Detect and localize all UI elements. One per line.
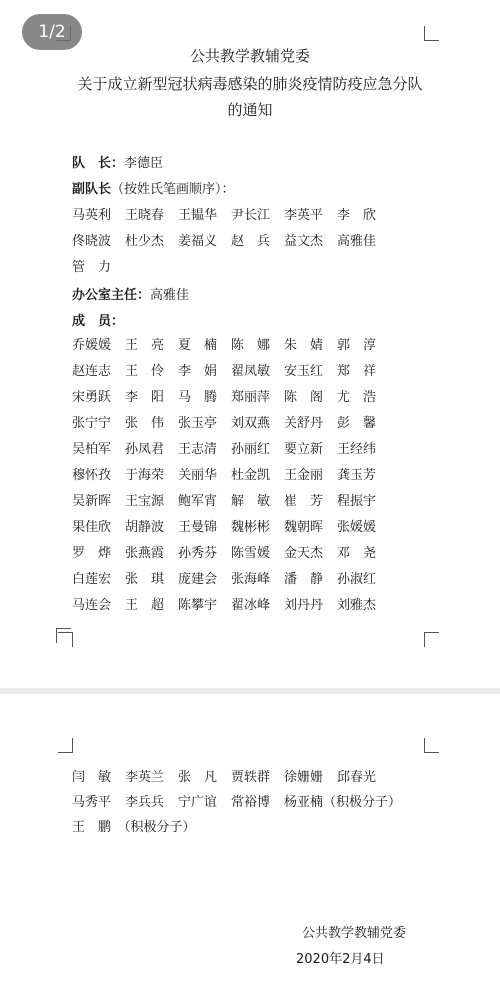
office-name: 高雅佳 — [150, 288, 190, 303]
vice-note: （按姓氏笔画顺序）： — [111, 182, 235, 197]
office-label: 办公室主任： — [72, 288, 151, 303]
member-name: 要立新 — [284, 442, 324, 457]
member-name: 徐姗姗 — [284, 770, 324, 785]
member-name: 吴新晖 — [72, 494, 112, 509]
member-name: 郑 祥 — [337, 364, 377, 379]
member-name: 邱春光 — [337, 770, 377, 785]
member-name: 佟晓波 — [72, 234, 112, 249]
member-name: 孙凤君 — [125, 442, 165, 457]
doc-title-line-2: 的通知 — [227, 101, 273, 119]
member-name: 尹长江 — [231, 208, 271, 223]
name-row — [0, 568, 500, 588]
member-name: 姜福义 — [178, 234, 218, 249]
member-name: 王宝源 — [125, 494, 165, 509]
member-name: 邓 尧 — [337, 546, 377, 561]
member-name: 王 伶 — [125, 364, 165, 379]
name-row — [0, 256, 500, 276]
vice-label: 副队长 — [72, 182, 112, 197]
name-row — [0, 490, 500, 510]
member-name: 李 阳 — [125, 390, 165, 405]
member-name: 李英兰 — [125, 770, 165, 785]
member-name: 鲍军宵 — [178, 494, 218, 509]
member-name: 王经纬 — [337, 442, 377, 457]
name-row — [0, 412, 500, 432]
member-name: 王金丽 — [284, 468, 324, 483]
member-name: 常裕博 — [231, 795, 271, 810]
member-name: 王曼锦 — [178, 520, 218, 535]
member-name: 张媛媛 — [337, 520, 377, 535]
member-name: 杨亚楠（积极分子） — [284, 795, 402, 810]
member-name: 郑丽萍 — [231, 390, 271, 405]
page-indicator: 1/2 — [22, 14, 82, 50]
name-row — [0, 360, 500, 380]
member-name: 魏朝晖 — [284, 520, 324, 535]
member-name: 陈雪媛 — [231, 546, 271, 561]
member-name: 魏彬彬 — [231, 520, 271, 535]
name-row — [0, 594, 500, 614]
member-name: 乔媛媛 — [72, 338, 112, 353]
crop-mark-top-right — [424, 26, 439, 41]
member-name: 崔 芳 — [284, 494, 324, 509]
name-row — [0, 816, 500, 836]
member-name: 张 琪 — [125, 572, 165, 587]
member-name: 彭 馨 — [337, 416, 377, 431]
name-row — [0, 334, 500, 354]
member-name: 李 欣 — [337, 208, 377, 223]
captain-label: 队 长： — [72, 156, 125, 171]
member-name: 宁广谊 — [178, 795, 218, 810]
member-name: 马英利 — [72, 208, 112, 223]
document-page-2 — [0, 694, 500, 1000]
member-name: 安玉红 — [284, 364, 324, 379]
member-name: 于海荣 — [125, 468, 165, 483]
member-name: 刘双燕 — [231, 416, 271, 431]
captain-line — [72, 152, 163, 171]
member-name: 程振宇 — [337, 494, 377, 509]
member-line — [72, 310, 124, 329]
member-name: 翟凤敏 — [231, 364, 271, 379]
member-name: 王志清 — [178, 442, 218, 457]
member-name: 翟冰峰 — [231, 598, 271, 613]
name-row — [0, 766, 500, 786]
member-name: 杜少杰 — [125, 234, 165, 249]
member-name: 陈 阁 — [284, 390, 324, 405]
member-name: 罗 烨 — [72, 546, 112, 561]
crop-mark-p2-top-left — [58, 738, 73, 753]
vice-line — [72, 178, 235, 197]
member-name: 郭 淳 — [337, 338, 377, 353]
member-name: 赵 兵 — [231, 234, 271, 249]
name-row — [0, 230, 500, 250]
name-row — [0, 542, 500, 562]
crop-mark-bottom-right — [424, 632, 439, 647]
member-name: 王 鹏 （积极分子） — [72, 820, 196, 835]
member-name: 陈 娜 — [231, 338, 271, 353]
member-name: 张燕霞 — [125, 546, 165, 561]
member-name: 张玉亭 — [178, 416, 218, 431]
member-name: 关丽华 — [178, 468, 218, 483]
name-row — [0, 516, 500, 536]
member-name: 白莲宏 — [72, 572, 112, 587]
member-name: 张海峰 — [231, 572, 271, 587]
member-name: 潘 静 — [284, 572, 324, 587]
member-name: 关舒丹 — [284, 416, 324, 431]
member-name: 王韫华 — [178, 208, 218, 223]
crop-mark-bottom-left-b — [58, 632, 73, 647]
member-name: 马连会 — [72, 598, 112, 613]
member-name: 贾轶群 — [231, 770, 271, 785]
member-name: 王 亮 — [125, 338, 165, 353]
member-name: 庞建会 — [178, 572, 218, 587]
member-name: 王 超 — [125, 598, 165, 613]
name-row — [0, 464, 500, 484]
member-name: 吴柏军 — [72, 442, 112, 457]
office-line — [72, 284, 189, 303]
member-name: 杜金凯 — [231, 468, 271, 483]
member-name: 胡静波 — [125, 520, 165, 535]
member-name: 果佳欣 — [72, 520, 112, 535]
member-name: 朱 婧 — [284, 338, 324, 353]
member-name: 尤 浩 — [337, 390, 377, 405]
member-name: 高雅佳 — [337, 234, 377, 249]
member-name: 赵连志 — [72, 364, 112, 379]
member-name: 刘雅杰 — [337, 598, 377, 613]
crop-mark-p2-top-right — [424, 738, 439, 753]
member-name: 孙秀芬 — [178, 546, 218, 561]
member-name: 夏 楠 — [178, 338, 218, 353]
member-name: 管 力 — [72, 260, 112, 275]
member-name: 陈攀宇 — [178, 598, 218, 613]
member-name: 张宁宁 — [72, 416, 112, 431]
member-name: 益文杰 — [284, 234, 324, 249]
captain-name: 李德臣 — [124, 156, 164, 171]
member-name: 闫 敏 — [72, 770, 112, 785]
member-name: 穆怀孜 — [72, 468, 112, 483]
member-name: 张 凡 — [178, 770, 218, 785]
member-name: 金天杰 — [284, 546, 324, 561]
name-row — [0, 386, 500, 406]
member-name: 李兵兵 — [125, 795, 165, 810]
member-label: 成 员： — [72, 314, 125, 329]
signature-org: 公共教学教辅党委 — [302, 926, 407, 941]
member-name: 马 腾 — [178, 390, 218, 405]
member-name: 宋勇跃 — [72, 390, 112, 405]
member-name: 王晓春 — [125, 208, 165, 223]
doc-org-heading: 公共教学教辅党委 — [189, 47, 310, 65]
name-row — [0, 204, 500, 224]
name-row — [0, 438, 500, 458]
member-name: 李 娟 — [178, 364, 218, 379]
signature-date: 2020年2月4日 — [296, 952, 385, 967]
member-name: 刘丹丹 — [284, 598, 324, 613]
member-name: 李英平 — [284, 208, 324, 223]
member-name: 孙丽红 — [231, 442, 271, 457]
member-name: 张 伟 — [125, 416, 165, 431]
member-name: 解 敏 — [231, 494, 271, 509]
member-name: 马秀平 — [72, 795, 112, 810]
member-name: 龚玉芳 — [337, 468, 377, 483]
name-row — [0, 791, 500, 811]
member-name: 孙淑红 — [337, 572, 377, 587]
doc-title-line-1: 关于成立新型冠状病毒感染的肺炎疫情防疫应急分队 — [77, 75, 423, 93]
